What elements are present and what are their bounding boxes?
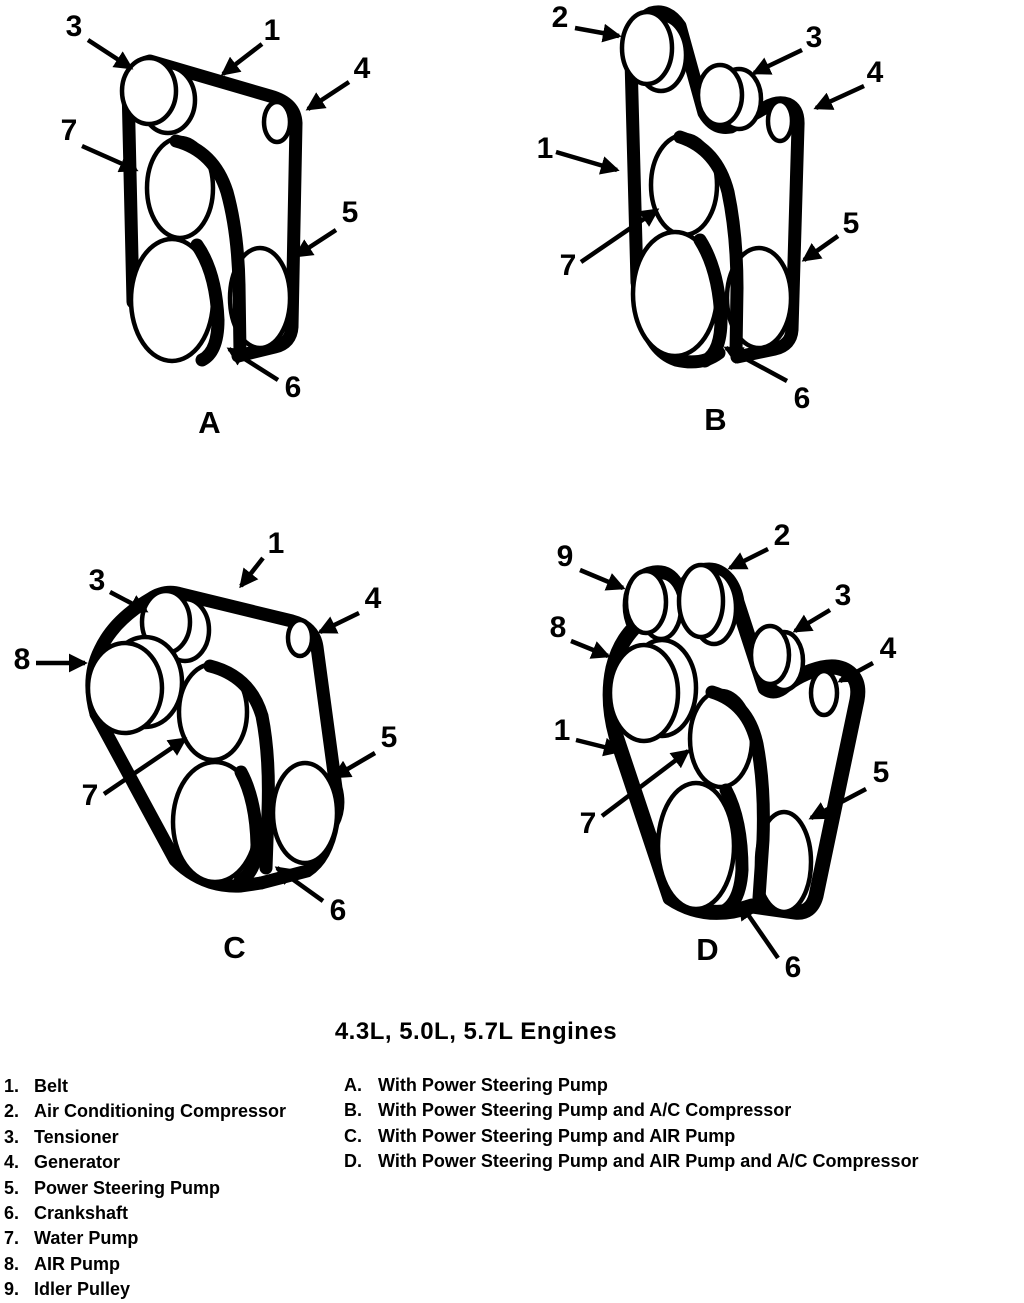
callout-arrow (308, 82, 349, 109)
ac-compressor-pulley (622, 12, 672, 84)
callout-label-water-pump: 7 (81, 779, 99, 812)
callout-arrow (571, 641, 608, 656)
callout-arrow (580, 570, 623, 588)
callout-arrow (804, 236, 838, 260)
air-pump-pulley (610, 645, 678, 741)
callout-label-air-pump: 8 (549, 611, 567, 644)
callout-label-tensioner: 3 (65, 10, 83, 43)
legend-item-label: Power Steering Pump (34, 1177, 221, 1198)
generator-pulley (811, 671, 837, 715)
legend-item-label: With Power Steering Pump (378, 1075, 608, 1095)
callout-label-generator: 4 (879, 632, 897, 665)
callout-label-belt: 1 (553, 714, 571, 747)
power-steering-pulley (273, 763, 337, 863)
air-pump-pulley (88, 643, 162, 733)
callout-label-generator: 4 (353, 52, 371, 85)
legend-item-label: With Power Steering Pump and A/C Compressor (378, 1100, 792, 1121)
callout-label-power-steering: 5 (380, 721, 398, 754)
legend-item (4, 1125, 286, 1150)
callout-label-belt: 1 (267, 527, 285, 560)
callout-arrow (795, 610, 830, 631)
legend-item-number: 7. (4, 1228, 20, 1249)
legend-item (344, 1098, 919, 1123)
crankshaft-pulley (658, 783, 734, 909)
tensioner-pulley (751, 626, 789, 684)
diagram-letter-d: D (696, 932, 720, 967)
callout-label-crankshaft: 6 (793, 382, 811, 415)
idler-pulley (626, 571, 666, 633)
diagram-a (61, 10, 371, 440)
legend-item-label: Water Pump (34, 1228, 139, 1249)
callout-label-ac: 2 (551, 1, 569, 34)
component-legend (4, 1074, 286, 1303)
callout-label-water-pump: 7 (60, 114, 78, 147)
callout-label-generator: 4 (364, 582, 382, 615)
legend-item-number: 6. (4, 1203, 20, 1224)
callout-arrow (816, 86, 864, 108)
generator-pulley (288, 620, 312, 656)
legend-item-number: 8. (4, 1253, 20, 1274)
callout-arrow (88, 40, 131, 68)
callout-arrow (223, 44, 262, 74)
legend-item (344, 1124, 919, 1149)
legend-item (4, 1277, 286, 1302)
callout-label-ac: 2 (773, 519, 791, 552)
callout-label-power-steering: 5 (872, 756, 890, 789)
callout-label-tensioner: 3 (88, 564, 106, 597)
diagram-letter-b: B (704, 402, 728, 437)
ac-compressor-pulley (679, 565, 723, 637)
generator-pulley (264, 102, 290, 142)
legend-item (4, 1252, 286, 1277)
callout-arrow (320, 613, 359, 632)
callout-label-belt: 1 (536, 132, 554, 165)
legend-item (4, 1176, 286, 1201)
callout-label-power-steering: 5 (341, 196, 359, 229)
legend-item-label: Idler Pulley (34, 1279, 131, 1300)
legend-item (4, 1201, 286, 1226)
legend-item-label: Belt (34, 1076, 69, 1096)
callout-label-tensioner: 3 (834, 579, 852, 612)
tensioner-pulley (698, 65, 742, 125)
legend-item-number: 3. (4, 1126, 20, 1147)
legend-item-label: With Power Steering Pump and AIR Pump and A/C Compressor (378, 1151, 919, 1172)
legend-item-number: 1. (4, 1076, 20, 1096)
callout-label-belt: 1 (263, 14, 281, 47)
callout-label-tensioner: 3 (805, 21, 823, 54)
diagram-c (14, 527, 398, 965)
figure-caption: 4.3L, 5.0L, 5.7L Engines (334, 1018, 618, 1045)
callout-label-air-pump: 8 (13, 643, 31, 676)
legend-item-letter: D. (344, 1151, 362, 1172)
callout-label-crankshaft: 6 (284, 371, 302, 404)
legend-item (4, 1150, 286, 1175)
callout-arrow (754, 50, 802, 73)
callout-label-crankshaft: 6 (784, 951, 802, 984)
callout-arrow (730, 549, 768, 568)
legend-item-letter: B. (344, 1100, 362, 1121)
callout-label-idler: 9 (556, 540, 574, 573)
callout-label-generator: 4 (866, 56, 884, 89)
legend-item-label: Generator (34, 1152, 121, 1173)
legend-item (4, 1074, 286, 1099)
diagram-letter-c: C (223, 930, 247, 965)
legend-item-number: 2. (4, 1101, 20, 1122)
callout-label-water-pump: 7 (579, 807, 597, 840)
diagram-letter-a: A (198, 405, 222, 440)
callout-label-water-pump: 7 (559, 249, 577, 282)
callout-arrow (296, 230, 336, 256)
legend-item-letter: A. (344, 1075, 362, 1095)
legend-item-letter: C. (344, 1125, 362, 1146)
legend-item (344, 1149, 919, 1174)
callout-arrow (575, 28, 619, 36)
legend-item-label: Crankshaft (34, 1203, 129, 1224)
legend-item-label: With Power Steering Pump and AIR Pump (378, 1125, 736, 1146)
callout-arrow (334, 753, 375, 777)
legend-item-number: 4. (4, 1152, 20, 1173)
legend-item (344, 1073, 919, 1098)
diagram-d (550, 519, 897, 984)
legend-item-label: Tensioner (34, 1126, 119, 1147)
legend-item-number: 5. (4, 1177, 20, 1198)
callout-arrow (241, 558, 263, 586)
callout-label-power-steering: 5 (842, 207, 860, 240)
callout-arrow (556, 152, 617, 170)
diagram-b (537, 1, 884, 437)
legend-item-label: Air Conditioning Compressor (34, 1101, 286, 1122)
legend-item-label: AIR Pump (34, 1253, 121, 1274)
legend-item-number: 9. (4, 1279, 20, 1300)
callout-label-crankshaft: 6 (329, 894, 347, 927)
legend-item (4, 1099, 286, 1124)
configuration-legend (344, 1073, 919, 1175)
generator-pulley (768, 101, 792, 141)
legend-item (4, 1226, 286, 1251)
